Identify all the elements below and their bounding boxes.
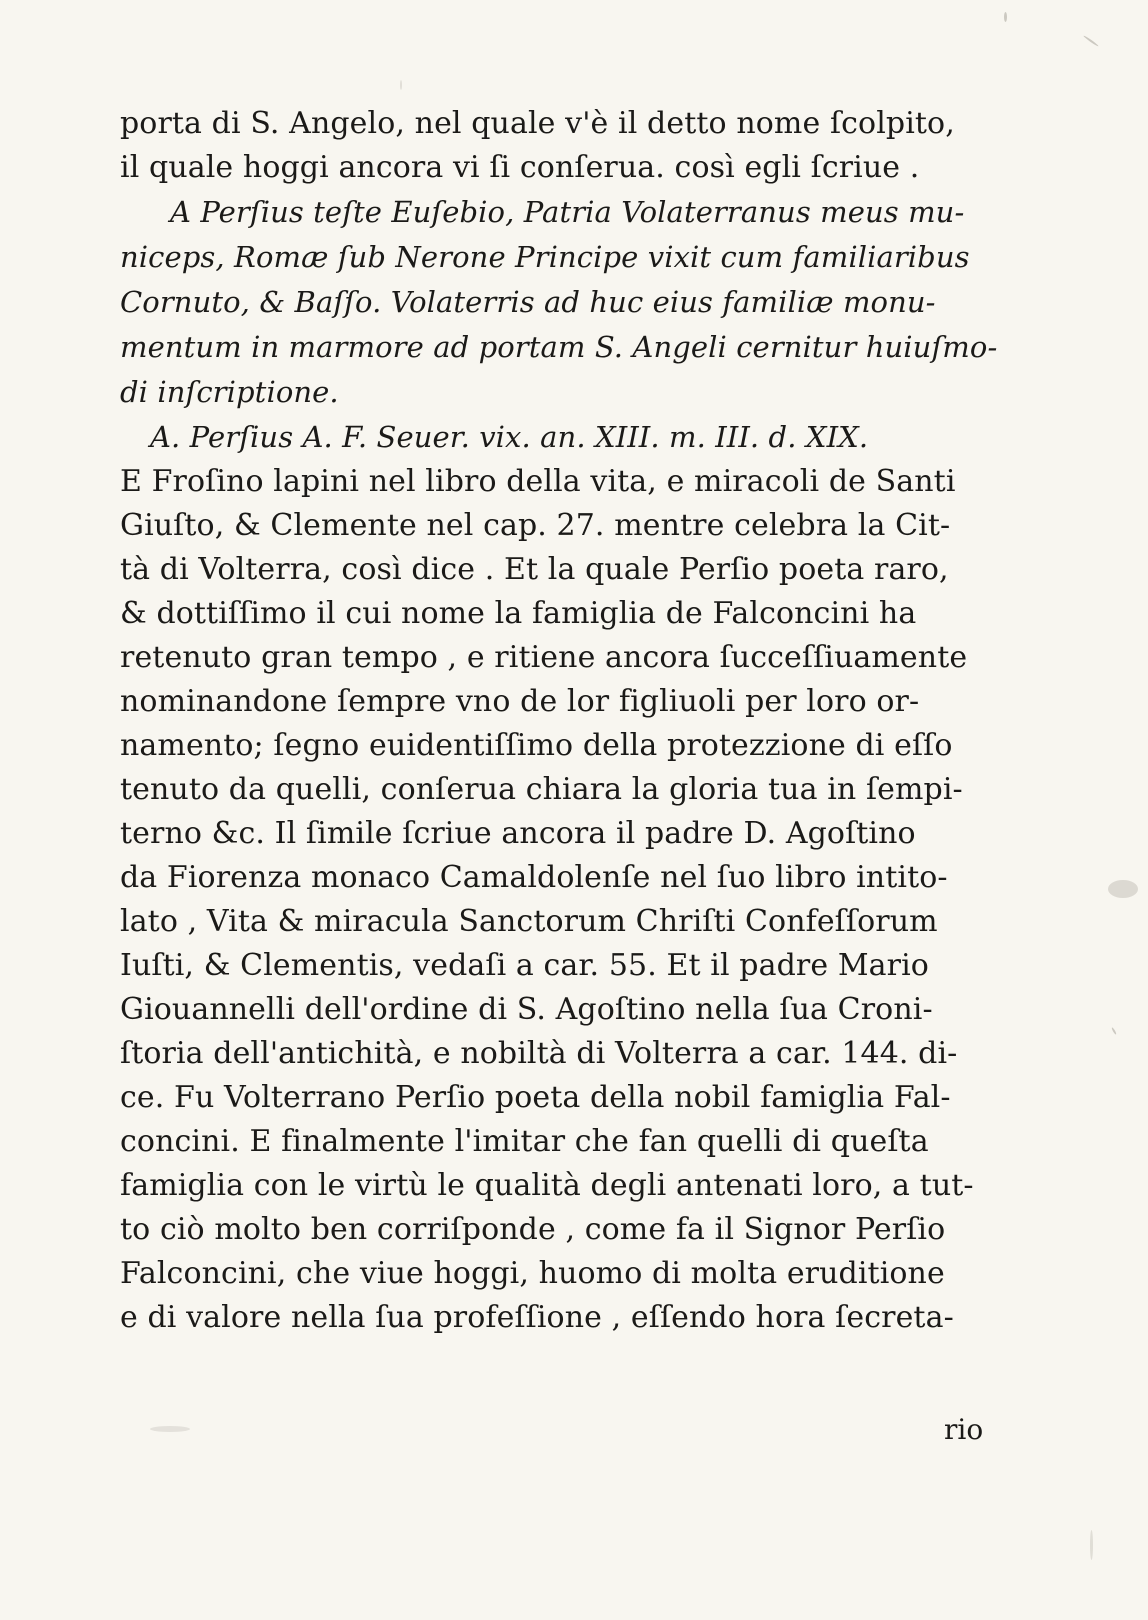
text-line: famiglia con le virtù le qualità degli antenati loro, a tut- bbox=[120, 1168, 974, 1203]
text-line: concini. E finalmente l'imitar che fan quelli di queſta bbox=[120, 1124, 929, 1159]
paper-speck bbox=[150, 1426, 190, 1432]
text-line: ce. Fu Volterrano Perſio poeta della nobil famiglia Fal- bbox=[120, 1080, 951, 1115]
paper-speck bbox=[1090, 1530, 1093, 1560]
text-line: e di valore nella ſua profeſſione , eſſendo hora ſecreta- bbox=[120, 1300, 954, 1335]
text-line: nominandone ſempre vno de lor figliuoli per loro or- bbox=[120, 684, 920, 719]
catchword: rio bbox=[944, 1413, 984, 1446]
text-line: retenuto gran tempo , e ritiene ancora ſucceſſiuamente bbox=[120, 640, 968, 675]
text-line: il quale hoggi ancora vi ſi conſerua. così egli ſcriue . bbox=[120, 150, 920, 185]
paper-speck bbox=[1108, 880, 1138, 898]
text-line: terno &c. Il ſimile ſcriue ancora il padre D. Agoſtino bbox=[120, 816, 916, 851]
text-line: lato , Vita & miracula Sanctorum Chriſti Confeſſorum bbox=[120, 904, 938, 939]
quotation-line: A Perſius teſte Euſebio, Patria Volaterranus meus mu- bbox=[170, 195, 965, 229]
quotation-line: niceps, Romæ ſub Nerone Principe vixit cum familiaribus bbox=[120, 240, 970, 274]
paper-speck bbox=[1004, 12, 1007, 22]
text-line: to ciò molto ben corriſponde , come fa il Signor Perſio bbox=[120, 1212, 946, 1247]
page-text-block bbox=[120, 102, 1050, 1340]
text-line: ſtoria dell'antichità, e nobiltà di Volterra a car. 144. di- bbox=[120, 1036, 958, 1071]
text-line: tà di Volterra, così dice . Et la quale Perſio poeta raro, bbox=[120, 552, 949, 587]
paper-speck bbox=[1111, 1027, 1117, 1035]
text-line: Iuſti, & Clementis, vedaſi a car. 55. Et il padre Mario bbox=[120, 948, 929, 983]
quotation-line: Cornuto, & Baſſo. Volaterris ad huc eius familiæ monu- bbox=[120, 285, 936, 319]
text-line: porta di S. Angelo, nel quale v'è il detto nome ſcolpito, bbox=[120, 106, 955, 141]
text-line: & dottiſſimo il cui nome la famiglia de Falconcini ha bbox=[120, 596, 917, 631]
text-line: Giouannelli dell'ordine di S. Agoſtino nella ſua Croni- bbox=[120, 992, 933, 1027]
text-line: Falconcini, che viue hoggi, huomo di molta eruditione bbox=[120, 1256, 945, 1291]
quotation-line: di inſcriptione. bbox=[120, 375, 339, 409]
text-line: tenuto da quelli, conſerua chiara la gloria tua in ſempi- bbox=[120, 772, 963, 807]
text-line: da Fiorenza monaco Camaldolenſe nel ſuo libro intito- bbox=[120, 860, 948, 895]
quotation-line: mentum in marmore ad portam S. Angeli cernitur huiuſmo- bbox=[120, 330, 998, 364]
text-line: Giuſto, & Clemente nel cap. 27. mentre celebra la Cit- bbox=[120, 508, 951, 543]
text-line: namento; ſegno euidentiſſimo della protezzione di eſſo bbox=[120, 728, 953, 763]
paper-speck bbox=[400, 80, 402, 90]
paper-speck bbox=[1083, 35, 1099, 47]
text-line: E Froſino lapini nel libro della vita, e miracoli de Santi bbox=[120, 464, 956, 499]
inscription-line: A. Perſius A. F. Seuer. vix. an. XIII. m. III. d. XIX. bbox=[150, 420, 869, 454]
